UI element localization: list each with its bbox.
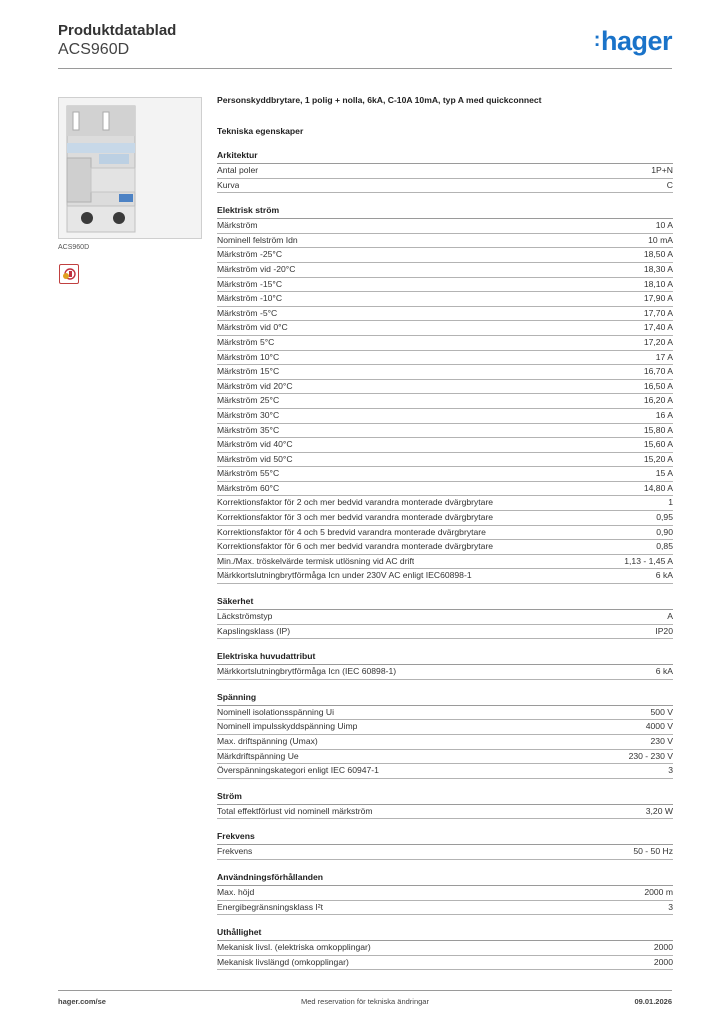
spec-value: 2000 m: [644, 886, 673, 897]
spec-row: [217, 179, 673, 194]
spec-label: Total effektförlust vid nominell märkström: [217, 805, 373, 816]
spec-value: C: [666, 179, 673, 190]
spec-section: [217, 791, 673, 820]
spec-label: Märkström 5°C: [217, 336, 275, 347]
hager-logo: :hager: [593, 26, 672, 56]
spec-value: 17,20 A: [643, 336, 673, 347]
spec-value: 17 A: [655, 351, 673, 362]
spec-value: 14,80 A: [643, 482, 673, 493]
spec-row: [217, 278, 673, 293]
section-heading: Elektriska huvudattribut: [217, 651, 673, 665]
spec-label: Kapslingsklass (IP): [217, 625, 291, 636]
spec-row: [217, 706, 673, 721]
spec-section: [217, 596, 673, 639]
spec-label: Märkström 30°C: [217, 409, 280, 420]
spec-row: [217, 496, 673, 511]
spec-value: 15,60 A: [643, 439, 673, 450]
spec-value: 4000 V: [645, 721, 673, 732]
properties-heading: Tekniska egenskaper: [217, 126, 304, 136]
spec-value: 0,90: [656, 526, 673, 537]
spec-label: Märkkortslutningbrytförmåga Icn (IEC 60898-1): [217, 666, 397, 677]
spec-label: Märkström 60°C: [217, 482, 280, 493]
product-description: Personskyddbrytare, 1 polig + nolla, 6kA, C-10A 10mA, typ A med quickconnect: [217, 95, 542, 105]
spec-value: 1P+N: [651, 165, 673, 175]
spec-value: 6 kA: [655, 666, 673, 677]
spec-label: Märkström -10°C: [217, 293, 283, 304]
spec-label: Korrektionsfaktor för 3 och mer bedvid varandra monterade dvärgbrytare: [217, 512, 494, 523]
footer-website: hager.com/se: [58, 997, 106, 1006]
spec-value: 16 A: [655, 409, 673, 420]
spec-section: [217, 205, 673, 584]
spec-row: [217, 234, 673, 249]
spec-label: Märkström vid 50°C: [217, 453, 293, 464]
spec-label: Märkström -5°C: [217, 307, 278, 318]
certification-icon: [59, 264, 79, 284]
spec-row: [217, 941, 673, 956]
spec-row: [217, 365, 673, 380]
spec-row: [217, 394, 673, 409]
spec-value: 2000: [653, 956, 673, 967]
spec-value: 50 - 50 Hz: [633, 846, 673, 857]
spec-row: [217, 805, 673, 820]
spec-value: 18,50 A: [643, 249, 673, 260]
spec-label: Märkström 35°C: [217, 424, 280, 435]
spec-row: [217, 625, 673, 640]
section-heading: Spänning: [217, 692, 673, 706]
spec-row: [217, 482, 673, 497]
spec-row: [217, 438, 673, 453]
spec-value: 18,30 A: [643, 263, 673, 274]
spec-value: 15,20 A: [643, 453, 673, 464]
spec-section: [217, 872, 673, 915]
spec-value: 10 A: [655, 220, 673, 231]
spec-label: Märkström vid 20°C: [217, 380, 293, 391]
spec-label: Frekvens: [217, 846, 253, 857]
spec-row: [217, 336, 673, 351]
spec-row: [217, 750, 673, 765]
spec-value: 1: [668, 497, 673, 508]
spec-label: Mekanisk livsl. (elektriska omkopplingar): [217, 942, 371, 953]
spec-row: [217, 453, 673, 468]
spec-value: 0,85: [656, 541, 673, 552]
spec-row: [217, 467, 673, 482]
spec-label: Min./Max. tröskelvärde termisk utlösning vid AC drift: [217, 555, 415, 566]
spec-row: [217, 901, 673, 916]
spec-row: [217, 307, 673, 322]
spec-label: Överspänningskategori enligt IEC 60947-1: [217, 765, 379, 776]
spec-label: Antal poler: [217, 165, 259, 175]
spec-section: [217, 831, 673, 860]
spec-label: Mekanisk livslängd (omkopplingar): [217, 956, 349, 967]
spec-label: Korrektionsfaktor för 4 och 5 bredvid varandra monterade dvärgbrytare: [217, 526, 486, 537]
spec-row: [217, 263, 673, 278]
section-heading: Ström: [217, 791, 673, 805]
spec-row: [217, 321, 673, 336]
footer-date: 09.01.2026: [634, 997, 672, 1006]
spec-row: [217, 720, 673, 735]
spec-row: [217, 540, 673, 555]
section-heading: Säkerhet: [217, 596, 673, 610]
spec-row: [217, 956, 673, 971]
spec-section: [217, 651, 673, 680]
spec-value: 230 V: [650, 736, 673, 746]
spec-label: Märkström 10°C: [217, 351, 280, 362]
spec-label: Nominell impulsskyddspänning Uimp: [217, 721, 358, 732]
spec-row: [217, 526, 673, 541]
spec-label: Märkström 55°C: [217, 468, 280, 479]
header-divider: [58, 68, 672, 69]
spec-label: Max. driftspänning (Umax): [217, 736, 318, 746]
spec-section: [217, 692, 673, 779]
spec-row: [217, 164, 673, 179]
logo-text: hager: [600, 26, 672, 56]
spec-label: Läckströmstyp: [217, 611, 273, 622]
footer-divider: [58, 990, 672, 991]
spec-label: Märkström vid 0°C: [217, 322, 288, 333]
spec-value: 0,95: [656, 512, 673, 523]
spec-row: [217, 764, 673, 779]
spec-value: 500 V: [650, 706, 673, 717]
spec-value: 15,80 A: [643, 424, 673, 435]
spec-label: Nominell felström Idn: [217, 234, 298, 245]
spec-value: 2000: [653, 942, 673, 953]
spec-value: 3: [668, 901, 673, 912]
spec-label: Korrektionsfaktor för 6 och mer bedvid varandra monterade dvärgbrytare: [217, 541, 494, 552]
spec-section: [217, 927, 673, 970]
datasheet-content: [217, 95, 673, 982]
spec-section: [217, 150, 673, 193]
spec-label: Max. höjd: [217, 886, 255, 897]
spec-sections: [217, 150, 673, 970]
spec-row: [217, 569, 673, 584]
spec-label: Märkström: [217, 220, 258, 231]
spec-value: 16,50 A: [643, 380, 673, 391]
section-heading: Frekvens: [217, 831, 673, 845]
spec-value: 16,20 A: [643, 395, 673, 406]
spec-value: 17,40 A: [643, 322, 673, 333]
section-heading: Användningsförhållanden: [217, 872, 673, 886]
spec-value: 17,70 A: [643, 307, 673, 318]
page-header: [58, 22, 672, 60]
spec-row: [217, 409, 673, 424]
spec-row: [217, 351, 673, 366]
spec-row: [217, 886, 673, 901]
section-heading: Elektrisk ström: [217, 205, 673, 219]
spec-row: [217, 424, 673, 439]
spec-label: Nominell isolationsspänning Ui: [217, 706, 335, 717]
spec-value: 230 - 230 V: [628, 750, 673, 761]
spec-label: Märkström vid 40°C: [217, 439, 293, 450]
spec-value: 18,10 A: [643, 278, 673, 289]
spec-value: 3,20 W: [645, 805, 673, 816]
spec-label: Kurva: [217, 179, 240, 190]
spec-row: [217, 248, 673, 263]
spec-value: 1,13 - 1,45 A: [624, 555, 673, 566]
spec-row: [217, 555, 673, 570]
spec-value: 17,90 A: [643, 293, 673, 304]
product-image: [58, 97, 202, 239]
spec-label: Märkström -25°C: [217, 249, 283, 260]
spec-value: 10 mA: [648, 234, 673, 245]
footer-disclaimer: Med reservation för tekniska ändringar: [301, 997, 429, 1006]
spec-row: [217, 610, 673, 625]
spec-value: 6 kA: [655, 570, 673, 581]
spec-value: IP20: [655, 625, 673, 636]
spec-label: Korrektionsfaktor för 2 och mer bedvid varandra monterade dvärgbrytare: [217, 497, 494, 508]
product-code: ACS960D: [58, 41, 130, 58]
spec-value: 3: [668, 765, 673, 776]
spec-row: [217, 219, 673, 234]
spec-value: 15 A: [655, 468, 673, 479]
spec-row: [217, 511, 673, 526]
spec-label: Märkström 15°C: [217, 366, 280, 377]
spec-label: Märkdriftspänning Ue: [217, 750, 299, 761]
image-caption: ACS960D: [58, 244, 90, 251]
spec-label: Märkström -15°C: [217, 278, 283, 289]
document-title: Produktdatablad: [58, 22, 177, 39]
spec-value: 16,70 A: [643, 366, 673, 377]
spec-row: [217, 735, 673, 750]
spec-row: [217, 380, 673, 395]
spec-row: [217, 845, 673, 860]
spec-label: Märkström 25°C: [217, 395, 280, 406]
spec-label: Märkkortslutningbrytförmåga Icn under 230V AC enligt IEC60898-1: [217, 570, 472, 581]
spec-label: Energibegränsningsklass I²t: [217, 901, 324, 912]
section-heading: Uthållighet: [217, 927, 673, 941]
spec-row: [217, 292, 673, 307]
spec-value: A: [667, 611, 673, 622]
section-heading: Arkitektur: [217, 150, 673, 164]
spec-label: Märkström vid -20°C: [217, 263, 296, 274]
spec-row: [217, 665, 673, 680]
